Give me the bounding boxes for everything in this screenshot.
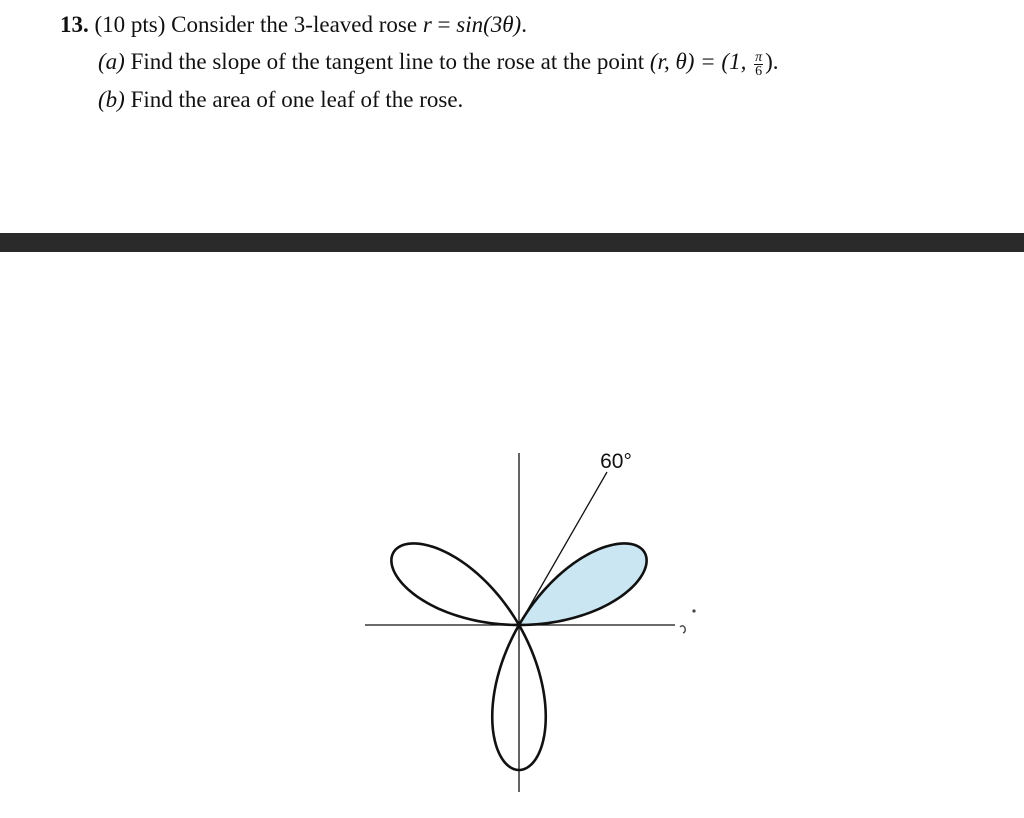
problem-intro: (10 pts) Consider the 3-leaved rose	[94, 12, 418, 37]
part-b-text: Find the area of one leaf of the rose.	[130, 87, 464, 112]
equation-op: =	[431, 12, 457, 37]
axis-end-dot	[692, 609, 695, 612]
part-a-end: ).	[765, 49, 779, 74]
equation-rhs: sin(3θ)	[456, 12, 522, 37]
part-a-point: (r, θ) = (1,	[649, 49, 747, 74]
problem-number: 13.	[60, 12, 89, 37]
part-b-label: (b)	[98, 87, 125, 112]
rose-leaf-left	[391, 543, 519, 625]
angle-label: 60°	[600, 450, 632, 473]
part-a-label: (a)	[98, 49, 125, 74]
fraction-denominator: 6	[755, 64, 763, 79]
axis-end-scribble	[680, 626, 685, 633]
intro-end: .	[521, 12, 527, 37]
shaded-rose-leaf	[519, 543, 647, 625]
axis-end-mark	[680, 609, 696, 633]
part-a-text: Find the slope of the tangent line to the rose at the point	[130, 49, 645, 74]
equation-lhs: r	[422, 12, 432, 37]
fraction-numerator: π	[755, 50, 763, 65]
